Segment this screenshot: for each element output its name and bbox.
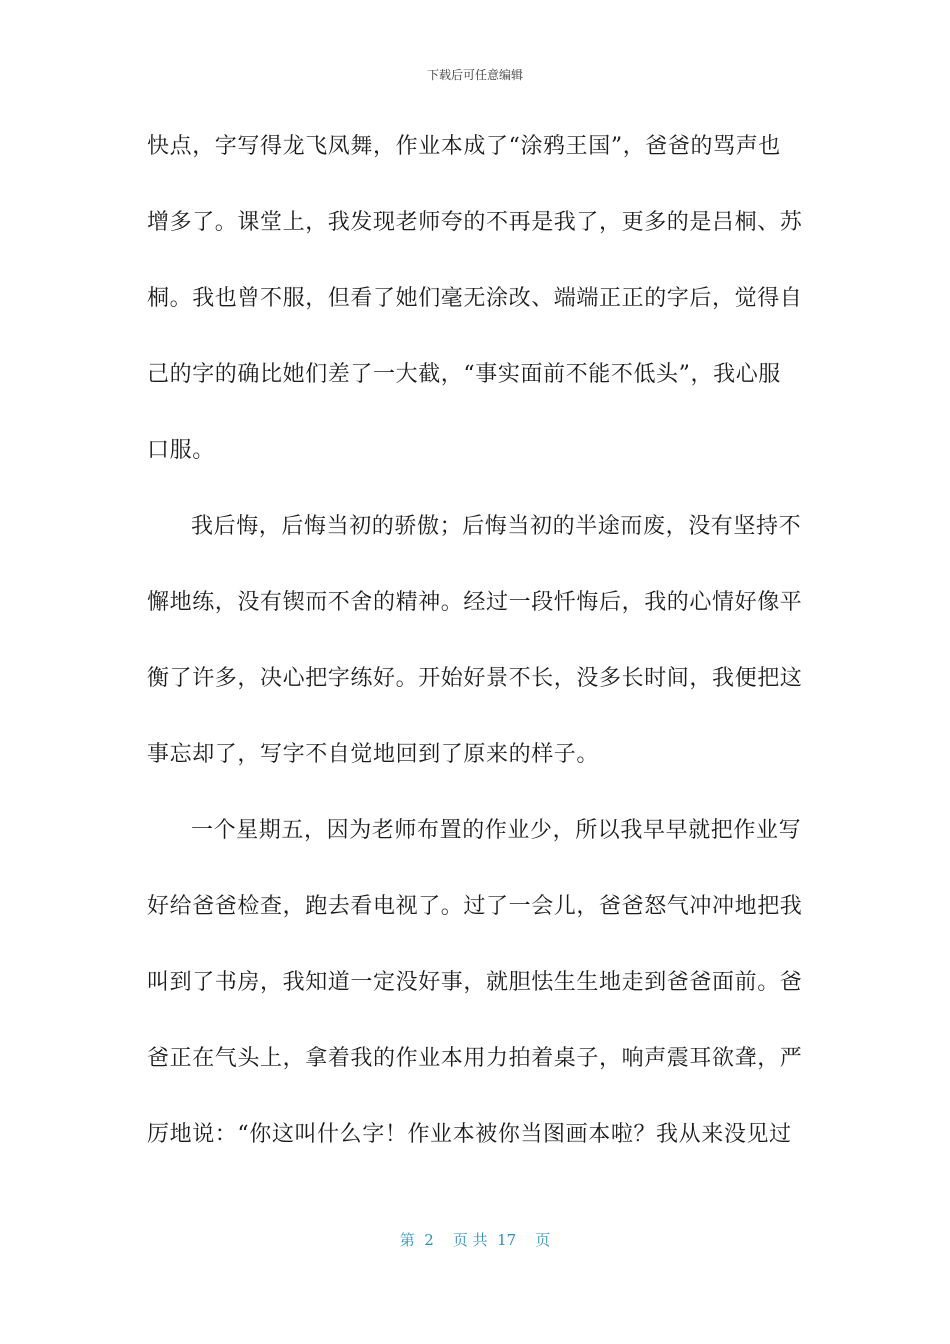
page-header: 下载后可任意编辑 (426, 68, 523, 82)
text-line: 快点，字写得龙飞凤舞，作业本成了“涂鸦王国”，爸爸的骂声也 (147, 134, 781, 159)
text-line: 事忘却了，写字不自觉地回到了原来的样子。 (147, 742, 600, 767)
text-line: 衡了许多，决心把字练好。开始好景不长，没多长时间，我便把这 (147, 666, 803, 691)
document-body (147, 123, 803, 1187)
text-line: 桐。我也曾不服，但看了她们毫无涂改、端端正正的字后，觉得自 (147, 286, 803, 311)
paragraph-start-line: 我后悔，后悔当初的骄傲；后悔当初的半途而废，没有坚持不 (191, 514, 802, 539)
text-line: 懈地练，没有锲而不舍的精神。经过一段忏悔后，我的心情好像平 (147, 590, 803, 615)
text-line: 好给爸爸检查，跑去看电视了。过了一会儿，爸爸怒气冲冲地把我 (147, 894, 803, 919)
text-line: 增多了。课堂上，我发现老师夸的不再是我了，更多的是吕桐、苏 (147, 210, 803, 235)
paragraph-start-line: 一个星期五，因为老师布置的作业少，所以我早早就把作业写 (191, 818, 802, 843)
page-footer: 第 2 页 共 17 页 (399, 1231, 551, 1249)
text-line: 己的字的确比她们差了一大截，“事实面前不能不低头”，我心服 (147, 362, 781, 387)
text-line: 厉地说：“你这叫什么字！作业本被你当图画本啦？我从来没见过 (147, 1122, 792, 1147)
text-line: 爸正在气头上，拿着我的作业本用力拍着桌子，响声震耳欲聋，严 (147, 1046, 803, 1071)
text-line: 口服。 (147, 438, 215, 463)
text-line: 叫到了书房，我知道一定没好事，就胆怯生生地走到爸爸面前。爸 (147, 970, 803, 995)
